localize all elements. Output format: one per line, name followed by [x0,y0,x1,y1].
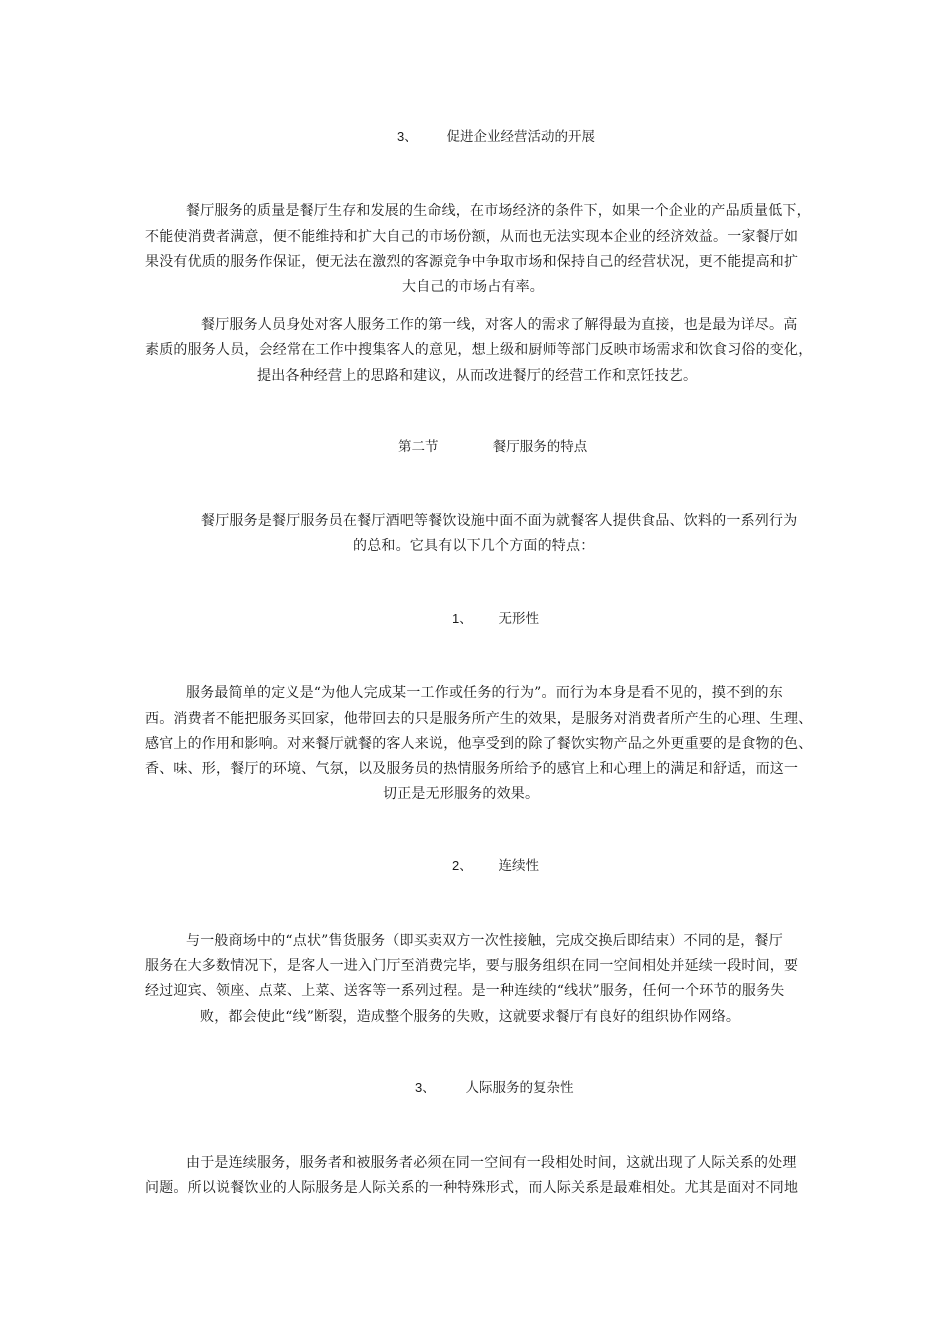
paragraph-line: 与一般商场中的“点状”售货服务（即买卖双方一次性接触，完成交换后即结束）不同的是，餐厅 [186,933,783,949]
paragraph-line: 提出各种经营上的思路和建议，从而改进餐厅的经营工作和烹饪技艺。 [257,368,698,384]
section-title: 促进企业经营活动的开展 [446,129,596,145]
paragraph-line: 感官上的作用和影响。对来餐厅就餐的客人来说，他享受到的除了餐饮实物产品之外更重要的是食物的色、 [145,736,813,752]
chapter-section-heading [398,438,587,456]
subsection-heading [452,857,539,875]
subsection-title: 无形性 [498,611,540,627]
section-title: 餐厅服务的特点 [492,439,588,455]
paragraph-line: 大自己的市场占有率。 [402,279,544,295]
paragraph-line: 果没有优质的服务作保证，便无法在激烈的客源竞争中争取市场和保持自己的经营状况，更不能提高和扩 [145,254,799,270]
subsection-number: 2、 [452,858,473,873]
subsection-number: 3、 [415,1080,436,1095]
subsection-title: 连续性 [498,858,540,874]
subsection-heading [452,610,539,628]
paragraph-line: 问题。所以说餐饮业的人际服务是人际关系的一种特殊形式，而人际关系是最难相处。尤其是面对不同地 [145,1180,799,1196]
paragraph-line: 餐厅服务人员身处对客人服务工作的第一线，对客人的需求了解得最为直接，也是最为详尽。高 [201,317,798,333]
paragraph-line: 香、味、形，餐厅的环境、气氛，以及服务员的热情服务所给予的感官上和心理上的满足和舒适，而这一 [145,761,799,777]
paragraph-line: 的总和。它具有以下几个方面的特点： [353,538,595,554]
paragraph-line: 素质的服务人员，会经常在工作中搜集客人的意见，想上级和厨师等部门反映市场需求和饮食习俗的变化， [145,342,813,358]
paragraph-line: 败，都会使此“线”断裂，造成整个服务的失败，这就要求餐厅有良好的组织协作网络。 [200,1009,741,1025]
paragraph-line: 经过迎宾、领座、点菜、上菜、送客等一系列过程。是一种连续的“线状”服务，任何一个环节的服务失 [145,983,785,999]
paragraph-line: 餐厅服务是餐厅服务员在餐厅酒吧等餐饮设施中面不面为就餐客人提供食品、饮料的一系列行为 [201,513,798,529]
paragraph-line: 服务在大多数情况下，是客人一进入门厅至消费完毕，要与服务组织在同一空间相处并延续一段时间，要 [145,958,799,974]
paragraph-line: 餐厅服务的质量是餐厅生存和发展的生命线，在市场经济的条件下，如果一个企业的产品质量低下， [186,203,811,219]
subsection-number: 1、 [452,611,473,626]
section-heading [397,128,595,146]
subsection-title: 人际服务的复杂性 [465,1080,574,1096]
paragraph-line: 由于是连续服务，服务者和被服务者必须在同一空间有一段相处时间，这就出现了人际关系的处理 [186,1155,797,1171]
paragraph-line: 西。消费者不能把服务买回家，他带回去的只是服务所产生的效果，是服务对消费者所产生的心理、生理、 [145,711,813,727]
paragraph-line: 服务最简单的定义是“为他人完成某一工作或任务的行为”。而行为本身是看不见的，摸不到的东 [186,685,783,701]
section-number: 3、 [397,129,418,144]
paragraph-line: 不能使消费者满意，便不能维持和扩大自己的市场份额，从而也无法实现本企业的经济效益。一家餐厅如 [145,229,799,245]
section-number: 第二节 [398,439,439,455]
subsection-heading [415,1079,574,1097]
paragraph-line: 切正是无形服务的效果。 [383,786,540,802]
